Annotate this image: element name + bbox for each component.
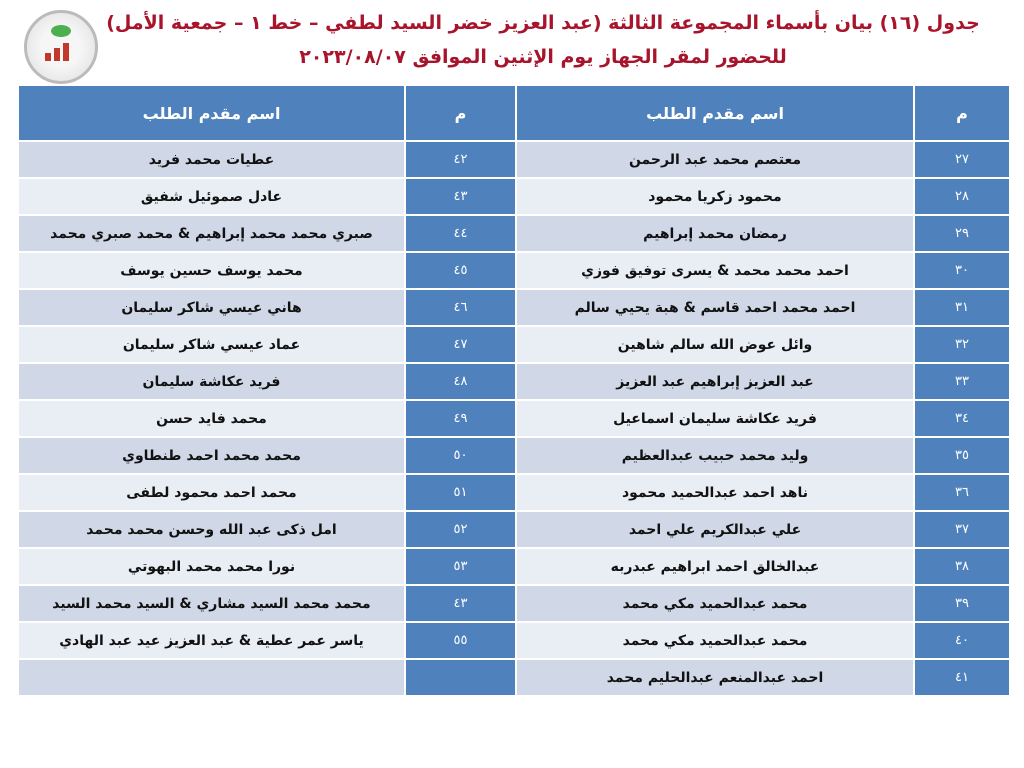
header-num-1: م xyxy=(915,86,1009,140)
header-name-2: اسم مقدم الطلب xyxy=(19,86,404,140)
row-number: ٤٨ xyxy=(406,364,515,399)
table-row xyxy=(19,549,1009,584)
row-number: ٤١ xyxy=(915,660,1009,695)
table-row xyxy=(19,327,1009,362)
row-number: ٤٠ xyxy=(915,623,1009,658)
applicant-name: امل ذكى عبد الله وحسن محمد محمد xyxy=(19,512,404,547)
table-row xyxy=(19,438,1009,473)
row-number: ٣٥ xyxy=(915,438,1009,473)
row-number: ٤٣ xyxy=(406,179,515,214)
table-row xyxy=(19,216,1009,251)
applicant-name: وليد محمد حبيب عبدالعظيم xyxy=(517,438,913,473)
row-number: ٥١ xyxy=(406,475,515,510)
applicant-name: محمد فايد حسن xyxy=(19,401,404,436)
header-num-2: م xyxy=(406,86,515,140)
applicant-name xyxy=(19,660,404,695)
applicant-name: معتصم محمد عبد الرحمن xyxy=(517,142,913,177)
row-number: ٤٣ xyxy=(406,586,515,621)
row-number: ٣٢ xyxy=(915,327,1009,362)
applicant-name: وائل عوض الله سالم شاهين xyxy=(517,327,913,362)
table-row xyxy=(19,142,1009,177)
row-number: ٤٥ xyxy=(406,253,515,288)
applicant-name: محمد محمد السيد مشاري & السيد محمد السيد xyxy=(19,586,404,621)
applicant-name: عادل صموئيل شفيق xyxy=(19,179,404,214)
row-number: ٢٨ xyxy=(915,179,1009,214)
table-row xyxy=(19,290,1009,325)
table-row xyxy=(19,364,1009,399)
table-row xyxy=(19,179,1009,214)
row-number: ٣٩ xyxy=(915,586,1009,621)
applicant-name: عطيات محمد فريد xyxy=(19,142,404,177)
header-name-1: اسم مقدم الطلب xyxy=(517,86,913,140)
row-number: ٣٦ xyxy=(915,475,1009,510)
row-number: ٥٠ xyxy=(406,438,515,473)
organization-logo xyxy=(24,10,98,84)
applicant-name: احمد محمد احمد قاسم & هبة يحيي سالم xyxy=(517,290,913,325)
applicants-table xyxy=(17,84,1011,697)
bar-chart-icon xyxy=(45,39,75,61)
row-number: ٥٣ xyxy=(406,549,515,584)
table-row xyxy=(19,512,1009,547)
applicant-name: ناهد احمد عبدالحميد محمود xyxy=(517,475,913,510)
title-line-2: للحضور لمقر الجهاز يوم الإثنين الموافق ٢٠٢٣/٠٨/٠٧ xyxy=(299,46,787,68)
row-number: ٣٧ xyxy=(915,512,1009,547)
row-number xyxy=(406,660,515,695)
row-number: ٣٨ xyxy=(915,549,1009,584)
row-number: ٥٢ xyxy=(406,512,515,547)
applicant-name: ياسر عمر عطية & عبد العزيز عيد عبد الهادي xyxy=(19,623,404,658)
table-row xyxy=(19,586,1009,621)
applicant-name: عبدالخالق احمد ابراهيم عبدربه xyxy=(517,549,913,584)
title-line-1: جدول (١٦) بيان بأسماء المجموعة الثالثة (عبد العزيز خضر السيد لطفي – خط ١ – جمعية الأمل) xyxy=(106,12,980,34)
applicant-name: هاني عيسي شاكر سليمان xyxy=(19,290,404,325)
row-number: ٤٩ xyxy=(406,401,515,436)
applicant-name: محمد احمد محمود لطفى xyxy=(19,475,404,510)
row-number: ٤٢ xyxy=(406,142,515,177)
applicant-name: محمد عبدالحميد مكي محمد xyxy=(517,586,913,621)
table-row xyxy=(19,401,1009,436)
applicant-name: صبري محمد محمد إبراهيم & محمد صبري محمد xyxy=(19,216,404,251)
applicant-name: عماد عيسي شاكر سليمان xyxy=(19,327,404,362)
row-number: ٤٦ xyxy=(406,290,515,325)
leaf-icon xyxy=(51,25,71,37)
row-number: ٤٧ xyxy=(406,327,515,362)
table-header-row xyxy=(19,86,1009,140)
applicant-name: نورا محمد محمد البهوتي xyxy=(19,549,404,584)
applicant-name: محمد محمد احمد طنطاوي xyxy=(19,438,404,473)
row-number: ٢٧ xyxy=(915,142,1009,177)
applicant-name: احمد محمد محمد & يسرى توفيق فوزي xyxy=(517,253,913,288)
table-row xyxy=(19,253,1009,288)
applicant-name: احمد عبدالمنعم عبدالحليم محمد xyxy=(517,660,913,695)
row-number: ٣٤ xyxy=(915,401,1009,436)
row-number: ٤٤ xyxy=(406,216,515,251)
document-title xyxy=(100,6,986,74)
row-number: ٣٠ xyxy=(915,253,1009,288)
applicant-name: فريد عكاشة سليمان اسماعيل xyxy=(517,401,913,436)
row-number: ٣١ xyxy=(915,290,1009,325)
applicant-name: علي عبدالكريم علي احمد xyxy=(517,512,913,547)
applicant-name: محمد عبدالحميد مكي محمد xyxy=(517,623,913,658)
table-row xyxy=(19,623,1009,658)
row-number: ٢٩ xyxy=(915,216,1009,251)
row-number: ٥٥ xyxy=(406,623,515,658)
table-row xyxy=(19,475,1009,510)
table-row xyxy=(19,660,1009,695)
applicant-name: عبد العزيز إبراهيم عبد العزيز xyxy=(517,364,913,399)
applicant-name: فريد عكاشة سليمان xyxy=(19,364,404,399)
applicant-name: محمود زكريا محمود xyxy=(517,179,913,214)
row-number: ٣٣ xyxy=(915,364,1009,399)
applicant-name: محمد يوسف حسين يوسف xyxy=(19,253,404,288)
applicant-name: رمضان محمد إبراهيم xyxy=(517,216,913,251)
